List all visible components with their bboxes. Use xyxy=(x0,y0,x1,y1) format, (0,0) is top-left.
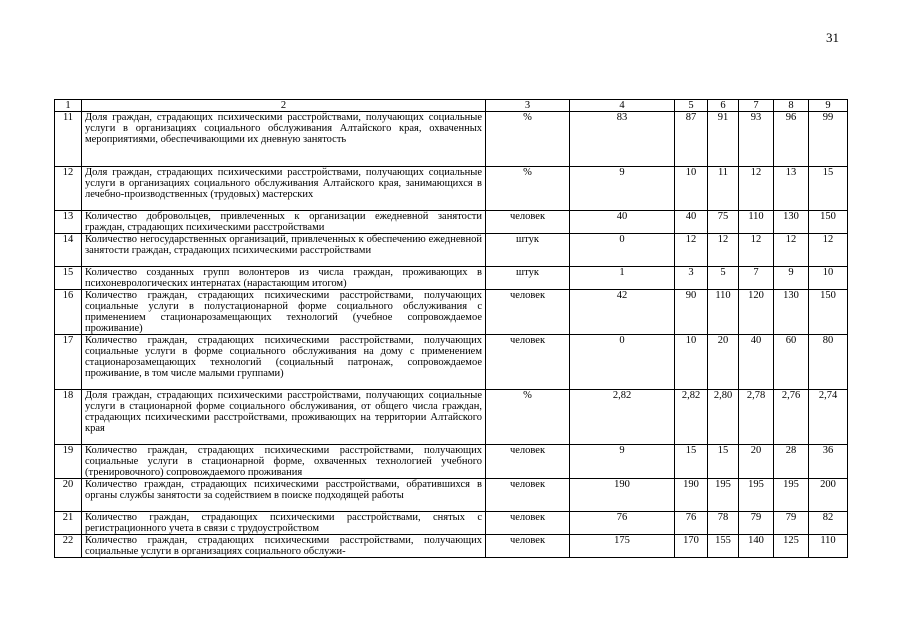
indicator-value: 9 xyxy=(570,167,675,211)
indicator-value: 2,76 xyxy=(774,390,809,445)
indicator-value: 195 xyxy=(708,479,739,512)
indicator-value: 155 xyxy=(708,535,739,558)
indicator-unit: человек xyxy=(486,290,570,335)
row-number: 14 xyxy=(55,234,82,267)
row-number: 11 xyxy=(55,112,82,167)
header-cell: 6 xyxy=(708,100,739,112)
indicator-unit: человек xyxy=(486,335,570,390)
indicator-value: 78 xyxy=(708,512,739,535)
table-row xyxy=(55,167,848,211)
page-number: 31 xyxy=(826,30,839,45)
indicator-value: 190 xyxy=(570,479,675,512)
indicator-value: 90 xyxy=(675,290,708,335)
indicator-value: 28 xyxy=(774,445,809,479)
indicator-value: 0 xyxy=(570,234,675,267)
indicator-unit: человек xyxy=(486,211,570,234)
indicator-description: Количество граждан, страдающих психическими расстройствами, снятых с регистрационного учета в связи с трудоустройством xyxy=(82,512,486,535)
indicator-value: 9 xyxy=(774,267,809,290)
indicator-value: 130 xyxy=(774,211,809,234)
indicator-value: 12 xyxy=(774,234,809,267)
indicator-unit: % xyxy=(486,112,570,167)
indicator-value: 75 xyxy=(708,211,739,234)
table-row xyxy=(55,535,848,558)
indicator-value: 110 xyxy=(739,211,774,234)
indicator-value: 12 xyxy=(739,234,774,267)
header-cell: 3 xyxy=(486,100,570,112)
indicator-unit: человек xyxy=(486,535,570,558)
header-cell: 9 xyxy=(809,100,848,112)
header-cell: 2 xyxy=(82,100,486,112)
header-cell: 5 xyxy=(675,100,708,112)
row-number: 19 xyxy=(55,445,82,479)
indicator-value: 10 xyxy=(809,267,848,290)
header-cell: 7 xyxy=(739,100,774,112)
indicator-value: 13 xyxy=(774,167,809,211)
indicator-value: 140 xyxy=(739,535,774,558)
indicator-description: Количество граждан, страдающих психическими расстройствами, получающих социальные услуги в организациях социального обслужи- xyxy=(82,535,486,558)
indicator-description: Доля граждан, страдающих психическими расстройствами, получающих социальные услуги в стационарной форме социального обслуживания, от общего числа граждан, страдающих психическими расстройствами, проживающих на территории Алтайского края xyxy=(82,390,486,445)
header-cell: 1 xyxy=(55,100,82,112)
indicator-value: 76 xyxy=(570,512,675,535)
indicator-value: 120 xyxy=(739,290,774,335)
indicator-value: 79 xyxy=(774,512,809,535)
indicator-unit: % xyxy=(486,390,570,445)
indicator-value: 150 xyxy=(809,211,848,234)
indicator-value: 170 xyxy=(675,535,708,558)
table-row xyxy=(55,479,848,512)
indicator-value: 110 xyxy=(809,535,848,558)
indicator-value: 80 xyxy=(809,335,848,390)
indicator-description: Доля граждан, страдающих психическими расстройствами, получающих социальные услуги в организациях социального обслуживания Алтайского края, охваченных мероприятиями, обеспечивающими их дневную занятость xyxy=(82,112,486,167)
table-row xyxy=(55,512,848,535)
indicators-table xyxy=(54,99,848,558)
table-row xyxy=(55,211,848,234)
indicator-unit: штук xyxy=(486,267,570,290)
indicator-value: 12 xyxy=(675,234,708,267)
indicator-unit: человек xyxy=(486,479,570,512)
table-row xyxy=(55,445,848,479)
indicator-value: 125 xyxy=(774,535,809,558)
indicator-description: Количество добровольцев, привлеченных к организации ежедневной занятости граждан, страдающих психическими расстройствами xyxy=(82,211,486,234)
indicator-value: 195 xyxy=(774,479,809,512)
row-number: 21 xyxy=(55,512,82,535)
row-number: 18 xyxy=(55,390,82,445)
indicator-value: 12 xyxy=(809,234,848,267)
indicator-value: 7 xyxy=(739,267,774,290)
indicator-value: 20 xyxy=(739,445,774,479)
indicator-value: 15 xyxy=(809,167,848,211)
table-row xyxy=(55,112,848,167)
indicator-value: 2,78 xyxy=(739,390,774,445)
indicator-value: 0 xyxy=(570,335,675,390)
indicator-description: Количество граждан, страдающих психическими расстройствами, получающих социальные услуги в стационарной форме, охваченных технологией учебного (тренировочного) сопровождаемого проживания xyxy=(82,445,486,479)
indicator-value: 40 xyxy=(739,335,774,390)
table-row xyxy=(55,267,848,290)
indicator-value: 96 xyxy=(774,112,809,167)
row-number: 15 xyxy=(55,267,82,290)
indicator-value: 2,74 xyxy=(809,390,848,445)
indicator-value: 99 xyxy=(809,112,848,167)
indicator-value: 190 xyxy=(675,479,708,512)
indicator-value: 15 xyxy=(708,445,739,479)
indicator-description: Количество граждан, страдающих психическими расстройствами, получающих социальные услуги в полустационарной форме социального обслуживания с применением стационарозамещающих технологий (учебное сопровождаемое проживание) xyxy=(82,290,486,335)
indicator-description: Количество созданных групп волонтеров из числа граждан, проживающих в психоневрологических интернатах (нарастающим итогом) xyxy=(82,267,486,290)
indicator-description: Количество негосударственных организаций, привлеченных к обеспечению ежедневной занятости граждан, страдающих психическими расстройствами xyxy=(82,234,486,267)
table-body xyxy=(55,112,848,558)
indicator-description: Количество граждан, страдающих психическими расстройствами, обратившихся в органы службы занятости за содействием в поиске подходящей работы xyxy=(82,479,486,512)
indicator-description: Количество граждан, страдающих психическими расстройствами, получающих социальные услуги в форме социального обслуживания на дому с применением стационарозамещающих технологий (социальный патронаж, сопровождаемое проживание, в том числе малыми группами) xyxy=(82,335,486,390)
indicator-value: 20 xyxy=(708,335,739,390)
indicator-value: 175 xyxy=(570,535,675,558)
indicator-value: 12 xyxy=(708,234,739,267)
indicator-value: 2,80 xyxy=(708,390,739,445)
indicator-value: 82 xyxy=(809,512,848,535)
indicator-unit: % xyxy=(486,167,570,211)
header-cell: 4 xyxy=(570,100,675,112)
table-row xyxy=(55,390,848,445)
indicator-unit: человек xyxy=(486,512,570,535)
row-number: 22 xyxy=(55,535,82,558)
indicator-value: 200 xyxy=(809,479,848,512)
indicator-value: 150 xyxy=(809,290,848,335)
indicator-value: 60 xyxy=(774,335,809,390)
indicator-value: 10 xyxy=(675,167,708,211)
indicator-value: 130 xyxy=(774,290,809,335)
row-number: 17 xyxy=(55,335,82,390)
row-number: 12 xyxy=(55,167,82,211)
indicator-value: 1 xyxy=(570,267,675,290)
indicator-value: 9 xyxy=(570,445,675,479)
indicator-value: 11 xyxy=(708,167,739,211)
table-row xyxy=(55,290,848,335)
indicator-value: 12 xyxy=(739,167,774,211)
indicator-value: 91 xyxy=(708,112,739,167)
indicator-value: 40 xyxy=(570,211,675,234)
indicator-value: 3 xyxy=(675,267,708,290)
indicator-value: 195 xyxy=(739,479,774,512)
header-cell: 8 xyxy=(774,100,809,112)
row-number: 20 xyxy=(55,479,82,512)
indicator-value: 10 xyxy=(675,335,708,390)
indicator-value: 36 xyxy=(809,445,848,479)
indicator-description: Доля граждан, страдающих психическими расстройствами, получающих социальные услуги в организациях социального обслуживания Алтайского края, занимающихся в лечебно-производственных (трудовых) мастерских xyxy=(82,167,486,211)
indicator-value: 76 xyxy=(675,512,708,535)
indicator-value: 79 xyxy=(739,512,774,535)
indicator-value: 15 xyxy=(675,445,708,479)
indicator-unit: штук xyxy=(486,234,570,267)
indicator-unit: человек xyxy=(486,445,570,479)
indicator-value: 83 xyxy=(570,112,675,167)
indicator-value: 87 xyxy=(675,112,708,167)
indicator-value: 5 xyxy=(708,267,739,290)
row-number: 16 xyxy=(55,290,82,335)
indicator-value: 2,82 xyxy=(570,390,675,445)
table-row xyxy=(55,335,848,390)
header-row xyxy=(55,100,848,112)
row-number: 13 xyxy=(55,211,82,234)
indicator-value: 110 xyxy=(708,290,739,335)
indicator-value: 42 xyxy=(570,290,675,335)
indicator-value: 93 xyxy=(739,112,774,167)
table-row xyxy=(55,234,848,267)
indicator-value: 40 xyxy=(675,211,708,234)
indicator-value: 2,82 xyxy=(675,390,708,445)
